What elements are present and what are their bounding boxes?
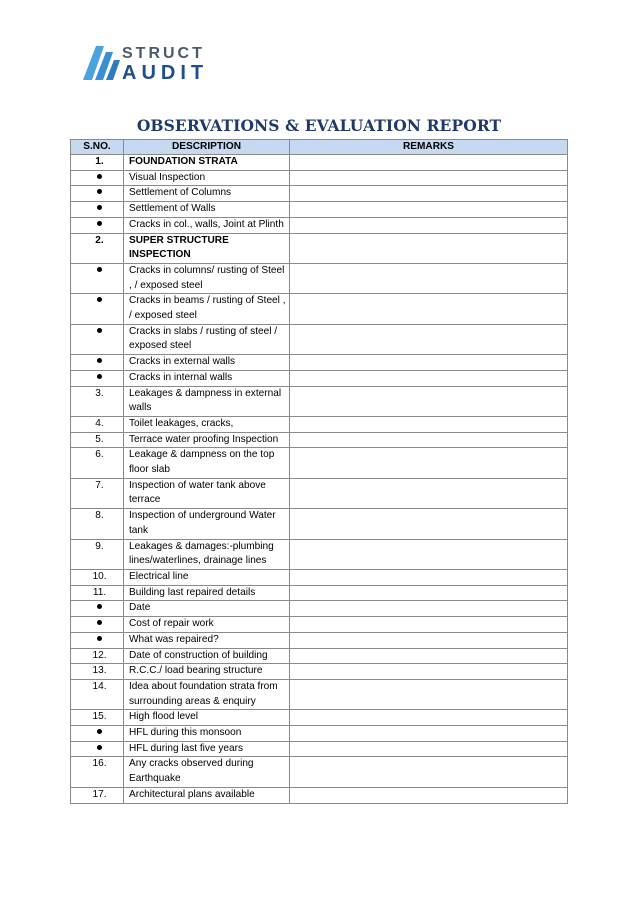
row-bullet-cell — [71, 170, 124, 186]
row-remarks — [290, 186, 568, 202]
row-description: Electrical line — [124, 569, 290, 585]
row-description: Cracks in beams / rusting of Steel , / exposed steel — [124, 294, 290, 324]
row-bullet-cell — [71, 217, 124, 233]
row-description: Building last repaired details — [124, 585, 290, 601]
table-row — [71, 664, 568, 680]
row-description: High flood level — [124, 710, 290, 726]
table-row — [71, 202, 568, 218]
row-remarks — [290, 679, 568, 709]
row-bullet-cell — [71, 202, 124, 218]
row-remarks — [290, 478, 568, 508]
bullet-icon — [97, 604, 102, 609]
observations-table — [70, 139, 568, 804]
table-row — [71, 217, 568, 233]
row-remarks — [290, 509, 568, 539]
table-row — [71, 170, 568, 186]
row-sno: 16. — [71, 757, 124, 787]
bullet-icon — [97, 328, 102, 333]
row-remarks — [290, 324, 568, 354]
row-sno: 5. — [71, 432, 124, 448]
row-description: Cracks in slabs / rusting of steel / exposed steel — [124, 324, 290, 354]
table-row — [71, 355, 568, 371]
row-remarks — [290, 757, 568, 787]
row-sno: 17. — [71, 787, 124, 803]
row-sno: 12. — [71, 648, 124, 664]
table-row — [71, 509, 568, 539]
row-description: HFL during last five years — [124, 741, 290, 757]
row-bullet-cell — [71, 617, 124, 633]
bullet-icon — [97, 636, 102, 641]
row-sno: 15. — [71, 710, 124, 726]
row-sno: 2. — [71, 233, 124, 263]
logo-line2: AUDIT — [122, 62, 209, 82]
row-remarks — [290, 539, 568, 569]
bullet-icon — [97, 358, 102, 363]
row-bullet-cell — [71, 294, 124, 324]
table-row — [71, 186, 568, 202]
struct-audit-logo — [80, 42, 240, 82]
table-row — [71, 233, 568, 263]
row-remarks — [290, 355, 568, 371]
bullet-icon — [97, 620, 102, 625]
row-sno: 6. — [71, 448, 124, 478]
table-row — [71, 370, 568, 386]
table-row — [71, 155, 568, 171]
table-row — [71, 263, 568, 293]
row-description: Cracks in internal walls — [124, 370, 290, 386]
row-remarks — [290, 726, 568, 742]
row-bullet-cell — [71, 324, 124, 354]
row-sno: 9. — [71, 539, 124, 569]
bullet-icon — [97, 745, 102, 750]
row-description: Settlement of Walls — [124, 202, 290, 218]
bullet-icon — [97, 297, 102, 302]
row-description: Cracks in col., walls, Joint at Plinth — [124, 217, 290, 233]
row-remarks — [290, 217, 568, 233]
table-row — [71, 416, 568, 432]
logo-graphic — [80, 42, 240, 82]
row-remarks — [290, 617, 568, 633]
table-row — [71, 432, 568, 448]
table-row — [71, 679, 568, 709]
table-body — [71, 155, 568, 804]
table-row — [71, 569, 568, 585]
row-description: Cracks in external walls — [124, 355, 290, 371]
row-remarks — [290, 664, 568, 680]
row-sno: 11. — [71, 585, 124, 601]
table-row — [71, 757, 568, 787]
logo-line1: STRUCT — [122, 45, 205, 62]
table-row — [71, 585, 568, 601]
row-bullet-cell — [71, 726, 124, 742]
row-remarks — [290, 386, 568, 416]
row-description: Inspection of underground Water tank — [124, 509, 290, 539]
row-remarks — [290, 294, 568, 324]
row-description: R.C.C./ load bearing structure — [124, 664, 290, 680]
row-description: Cracks in columns/ rusting of Steel , / exposed steel — [124, 263, 290, 293]
row-bullet-cell — [71, 263, 124, 293]
table-header-row — [71, 140, 568, 155]
row-description: Cost of repair work — [124, 617, 290, 633]
row-remarks — [290, 155, 568, 171]
row-description: Leakage & dampness on the top floor slab — [124, 448, 290, 478]
row-sno: 3. — [71, 386, 124, 416]
row-description: Settlement of Columns — [124, 186, 290, 202]
table-row — [71, 386, 568, 416]
row-description: Visual Inspection — [124, 170, 290, 186]
row-sno: 10. — [71, 569, 124, 585]
row-sno: 4. — [71, 416, 124, 432]
table-row — [71, 632, 568, 648]
row-description: Idea about foundation strata from surrounding areas & enquiry — [124, 679, 290, 709]
table-row — [71, 324, 568, 354]
row-remarks — [290, 710, 568, 726]
row-description: HFL during this monsoon — [124, 726, 290, 742]
logo-stripes-icon — [83, 46, 120, 80]
row-description: Date — [124, 601, 290, 617]
table-row — [71, 726, 568, 742]
table-row — [71, 539, 568, 569]
table-row — [71, 787, 568, 803]
row-remarks — [290, 569, 568, 585]
row-bullet-cell — [71, 186, 124, 202]
row-sno: 13. — [71, 664, 124, 680]
bullet-icon — [97, 221, 102, 226]
row-description: SUPER STRUCTURE INSPECTION — [124, 233, 290, 263]
bullet-icon — [97, 174, 102, 179]
row-remarks — [290, 601, 568, 617]
row-bullet-cell — [71, 601, 124, 617]
bullet-icon — [97, 374, 102, 379]
row-description: Date of construction of building — [124, 648, 290, 664]
table-row — [71, 294, 568, 324]
row-remarks — [290, 787, 568, 803]
row-remarks — [290, 263, 568, 293]
row-description: FOUNDATION STRATA — [124, 155, 290, 171]
report-title: OBSERVATIONS & EVALUATION REPORT — [136, 116, 502, 135]
row-sno: 7. — [71, 478, 124, 508]
row-remarks — [290, 741, 568, 757]
row-remarks — [290, 370, 568, 386]
row-remarks — [290, 416, 568, 432]
bullet-icon — [97, 729, 102, 734]
row-remarks — [290, 648, 568, 664]
row-bullet-cell — [71, 355, 124, 371]
bullet-icon — [97, 189, 102, 194]
table-row — [71, 741, 568, 757]
header-description: DESCRIPTION — [124, 140, 290, 155]
bullet-icon — [97, 205, 102, 210]
row-sno: 14. — [71, 679, 124, 709]
table-row — [71, 478, 568, 508]
row-remarks — [290, 202, 568, 218]
row-sno: 1. — [71, 155, 124, 171]
row-description: Architectural plans available — [124, 787, 290, 803]
table-row — [71, 710, 568, 726]
row-remarks — [290, 448, 568, 478]
table-row — [71, 617, 568, 633]
row-description: Leakages & dampness in external walls — [124, 386, 290, 416]
row-remarks — [290, 233, 568, 263]
header-sno: S.NO. — [71, 140, 124, 155]
row-description: Inspection of water tank above terrace — [124, 478, 290, 508]
row-bullet-cell — [71, 370, 124, 386]
table-row — [71, 648, 568, 664]
row-remarks — [290, 585, 568, 601]
row-remarks — [290, 432, 568, 448]
table-row — [71, 448, 568, 478]
table-row — [71, 601, 568, 617]
row-description: Terrace water proofing Inspection — [124, 432, 290, 448]
row-bullet-cell — [71, 632, 124, 648]
row-remarks — [290, 170, 568, 186]
row-remarks — [290, 632, 568, 648]
row-bullet-cell — [71, 741, 124, 757]
row-sno: 8. — [71, 509, 124, 539]
bullet-icon — [97, 267, 102, 272]
row-description: What was repaired? — [124, 632, 290, 648]
row-description: Toilet leakages, cracks, — [124, 416, 290, 432]
header-remarks: REMARKS — [290, 140, 568, 155]
row-description: Any cracks observed during Earthquake — [124, 757, 290, 787]
row-description: Leakages & damages:-plumbing lines/waterlines, drainage lines — [124, 539, 290, 569]
